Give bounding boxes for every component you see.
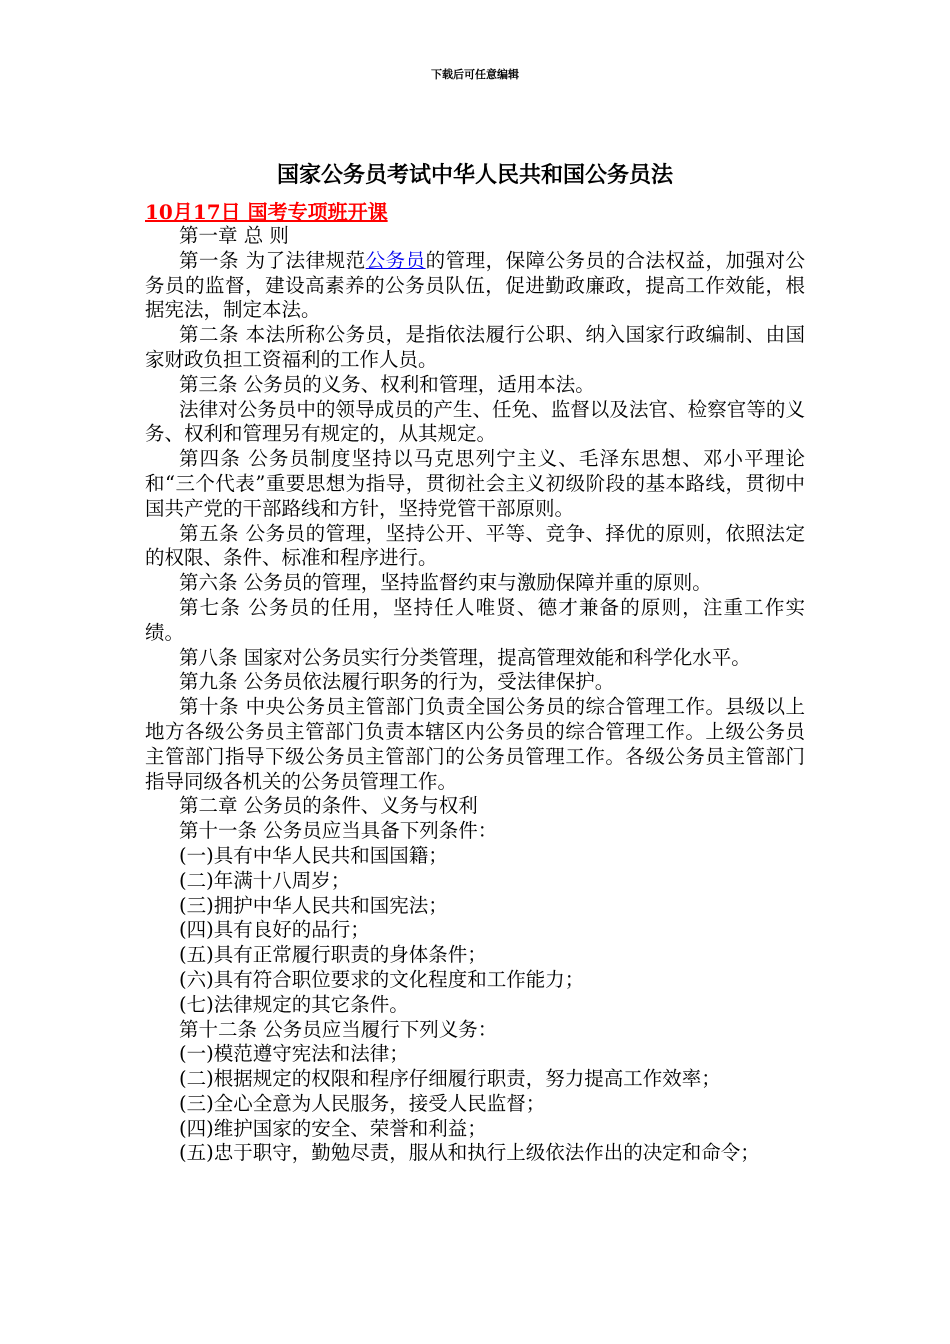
list-item: (四)维护国家的安全、荣誉和利益； bbox=[179, 1116, 487, 1140]
list-item: (五)具有正常履行职责的身体条件； bbox=[179, 943, 487, 967]
article-paragraph: 第三条 公务员的义务、权利和管理，适用本法。 bbox=[179, 372, 595, 396]
article-paragraph: 第四条 公务员制度坚持以马克思列宁主义、毛泽东思想、邓小平理论和“三个代表”重要思想为指导，贯彻社会主义初级阶段的基本路线，贯彻中国共产党的干部路线和方针，坚持党管干部原则。 bbox=[145, 447, 805, 520]
document-body bbox=[145, 224, 805, 1166]
article-paragraph: 法律对公务员中的领导成员的产生、任免、监督以及法官、检察官等的义务、权利和管理另有规定的，从其规定。 bbox=[145, 397, 805, 446]
list-item: (四)具有良好的品行； bbox=[179, 918, 370, 942]
list-item: (三)全心全意为人民服务，接受人民监督； bbox=[179, 1091, 546, 1115]
article-paragraph: 第十一条 公务员应当具备下列条件： bbox=[179, 819, 498, 843]
list-item: (一)模范遵守宪法和法律； bbox=[179, 1042, 409, 1066]
list-item: (一)具有中华人民共和国国籍； bbox=[179, 843, 448, 867]
article-paragraph: 第八条 国家对公务员实行分类管理，提高管理效能和科学化水平。 bbox=[179, 645, 751, 669]
article-paragraph bbox=[145, 249, 805, 323]
list-item: (二)根据规定的权限和程序仔细履行职责，努力提高工作效率； bbox=[179, 1067, 721, 1091]
article-paragraph: 第十条 中央公务员主管部门负责全国公务员的综合管理工作。县级以上地方各级公务员主管部门负责本辖区内公务员的综合管理工作。上级公务员主管部门指导下级公务员主管部门的公务员管理工作。各级公务员主管部门指导同级各机关的公务员管理工作。 bbox=[145, 695, 805, 793]
document-title: 国家公务员考试中华人民共和国公务员法 bbox=[276, 163, 673, 188]
page-header: 下载后可任意编辑 bbox=[431, 68, 519, 81]
civil-servant-link[interactable]: 公务员 bbox=[365, 248, 426, 272]
article-text: 第一条 为了法律规范 bbox=[179, 248, 366, 272]
article-paragraph: 第七条 公务员的任用，坚持任人唯贤、德才兼备的原则，注重工作实绩。 bbox=[145, 595, 805, 644]
article-paragraph: 第六条 公务员的管理，坚持监督约束与激励保障并重的原则。 bbox=[179, 571, 712, 595]
list-item: (六)具有符合职位要求的文化程度和工作能力； bbox=[179, 967, 585, 991]
promo-link[interactable]: 10月17日 国考专项班开课 bbox=[145, 200, 388, 224]
list-item: (七)法律规定的其它条件。 bbox=[179, 992, 409, 1016]
list-item: (三)拥护中华人民共和国宪法； bbox=[179, 893, 448, 917]
chapter-heading: 第二章 公务员的条件、义务与权利 bbox=[179, 794, 478, 818]
article-text: 的管理，保障公务员的合法权益，加强对公务员的监督，建设高素养的公务员队伍，促进勤政廉政，提高工作效能，根据宪法，制定本法。 bbox=[145, 248, 805, 322]
article-paragraph: 第二条 本法所称公务员，是指依法履行公职、纳入国家行政编制、由国家财政负担工资福利的工作人员。 bbox=[145, 323, 805, 371]
article-paragraph: 第九条 公务员依法履行职务的行为，受法律保护。 bbox=[179, 670, 615, 694]
list-item: (二)年满十八周岁； bbox=[179, 868, 351, 892]
list-item: (五)忠于职守，勤勉尽责，服从和执行上级依法作出的决定和命令； bbox=[179, 1141, 760, 1165]
article-paragraph: 第五条 公务员的管理，坚持公开、平等、竞争、择优的原则，依照法定的权限、条件、标准和程序进行。 bbox=[145, 521, 805, 570]
chapter-heading: 第一章 总 则 bbox=[179, 224, 289, 247]
article-paragraph: 第十二条 公务员应当履行下列义务： bbox=[179, 1017, 498, 1041]
